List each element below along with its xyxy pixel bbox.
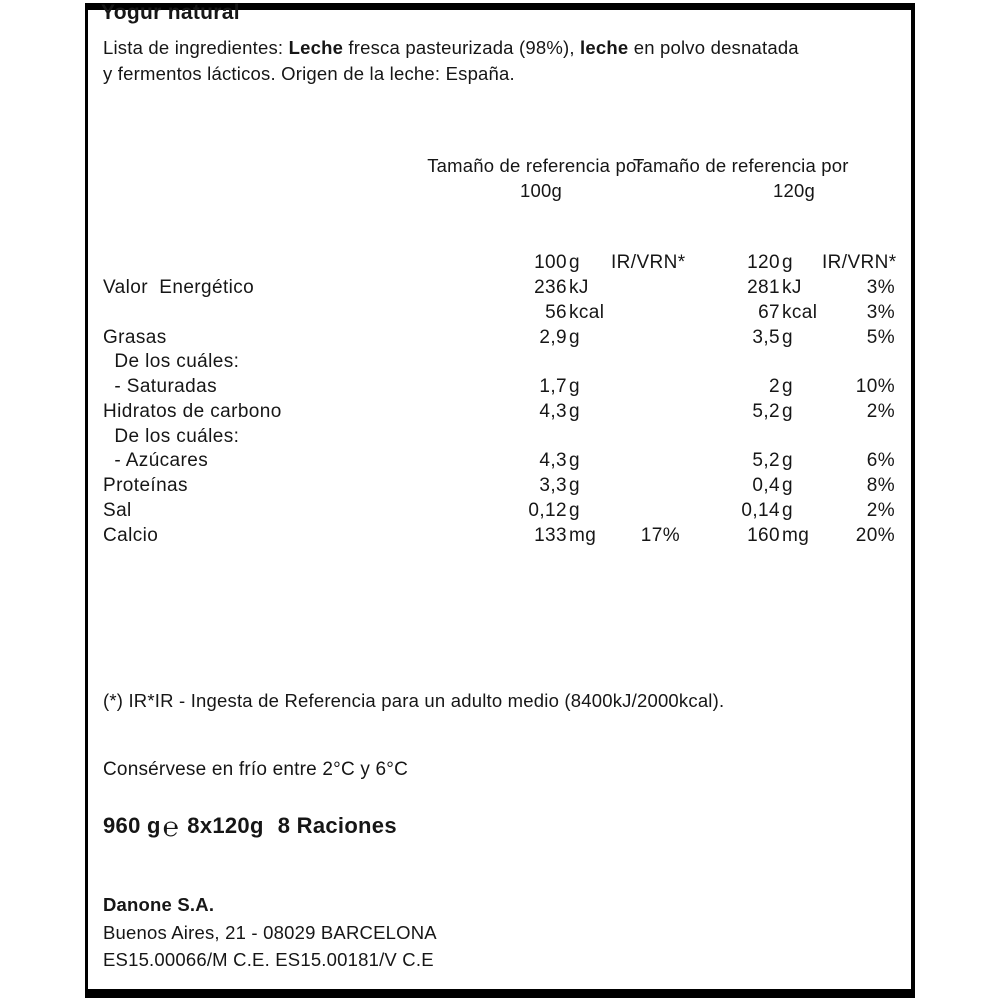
nutrition-row	[103, 301, 895, 326]
ir-120g-percent: 3%	[866, 301, 895, 323]
ir-120g-percent: 2%	[866, 499, 895, 521]
nutrition-row	[103, 350, 895, 375]
ir-100g-percent	[611, 474, 680, 499]
net-weight: 960 g	[103, 813, 161, 838]
nutrient-label	[103, 301, 483, 326]
ref-header-100g-size: 100g	[520, 179, 562, 201]
ir-120g-percent: 6%	[866, 450, 895, 472]
ir-100g-percent	[611, 326, 680, 351]
product-title: Yogur natural	[101, 1, 240, 24]
ir-120g-percent	[822, 350, 895, 375]
ingredients-label: Lista de ingredientes:	[103, 37, 289, 58]
ir-100g-percent	[611, 276, 680, 301]
value-120g-unit: g	[782, 376, 793, 397]
value-100g-number	[483, 350, 567, 375]
ref-header-100g-title: Tamaño de referencia por	[427, 155, 643, 176]
nutrient-label: Proteínas	[103, 475, 188, 496]
value-100g-unit	[567, 350, 611, 375]
ref-header-120g	[633, 154, 905, 203]
value-100g-unit: g	[569, 499, 580, 521]
ref-header-100g	[420, 154, 650, 203]
ir-100g-percent	[611, 301, 680, 326]
manufacturer-block	[103, 891, 437, 974]
value-120g-unit	[780, 425, 822, 450]
value-120g-unit: g	[782, 475, 793, 496]
value-120g-unit: g	[782, 400, 793, 422]
value-120g-unit: g	[782, 326, 793, 348]
ir-100g-percent	[611, 425, 680, 450]
ingredients-mid: fresca pasteurizada (98%),	[343, 37, 581, 58]
ir-100g-percent	[611, 499, 680, 524]
nutrition-row	[103, 425, 895, 450]
value-100g-unit: g	[569, 400, 580, 422]
servings-count: 8 Raciones	[277, 813, 397, 838]
manufacturer-name: Danone S.A.	[103, 894, 215, 915]
column-header-100g-unit: g	[569, 252, 580, 273]
value-100g-unit: g	[569, 450, 580, 472]
column-header-100g-num: 100	[534, 252, 567, 273]
ir-100g-percent	[611, 400, 680, 425]
column-header-120g-num: 120	[747, 252, 780, 273]
column-header-ir120: IR/VRN*	[822, 252, 897, 273]
ingredients-rest: en polvo desnatada y fermentos lácticos. Origen de la leche: España.	[103, 37, 799, 84]
value-100g-number: 236	[534, 277, 567, 298]
ir-120g-percent	[822, 425, 895, 450]
value-100g-unit: kJ	[569, 277, 589, 298]
value-120g-number: 67	[758, 301, 780, 323]
column-header-spacer	[103, 251, 483, 276]
manufacturer-address: Buenos Aires, 21 - 08029 BARCELONA	[103, 921, 437, 943]
value-120g-unit: g	[782, 450, 793, 472]
nutrient-label: Sal	[103, 499, 132, 521]
column-header-120g-unit: g	[782, 252, 793, 273]
value-120g-number: 281	[747, 277, 780, 298]
value-120g-number	[680, 425, 780, 450]
ingredient-milkpowder-bold: leche	[580, 37, 629, 58]
nutrient-label: - Saturadas	[103, 376, 217, 397]
estimated-sign: ℮	[162, 812, 180, 842]
value-100g-number: 4,3	[539, 400, 567, 422]
ref-header-120g-size: 120g	[773, 179, 815, 201]
value-100g-number: 4,3	[539, 450, 567, 472]
value-100g-unit: kcal	[569, 301, 605, 323]
nutrition-row	[103, 276, 895, 301]
value-100g-unit: g	[569, 376, 580, 397]
nutrition-row	[103, 524, 895, 549]
storage-instructions: Consérvese en frío entre 2°C y 6°C	[103, 759, 409, 780]
nutrient-label: - Azúcares	[103, 450, 209, 472]
ir-120g-percent: 20%	[855, 524, 895, 546]
value-120g-number: 160	[747, 524, 780, 546]
value-120g-number: 5,2	[752, 400, 780, 422]
value-100g-number: 56	[545, 301, 567, 323]
value-100g-unit: g	[569, 475, 580, 496]
manufacturer-registry: ES15.00066/M C.E. ES15.00181/V C.E	[103, 949, 434, 970]
value-120g-number: 0,4	[752, 475, 780, 496]
value-120g-number: 3,5	[752, 326, 780, 348]
nutrition-row	[103, 499, 895, 524]
nutrient-label: De los cuáles:	[103, 351, 240, 373]
ingredient-milk-bold: Leche	[288, 37, 344, 58]
nutrition-row	[103, 400, 895, 425]
nutrition-row	[103, 326, 895, 351]
value-100g-number: 2,9	[539, 326, 567, 348]
ir-120g-percent: 10%	[855, 376, 895, 397]
ir-100g-percent: 17%	[640, 524, 680, 546]
nutrient-label: Grasas	[103, 326, 167, 348]
value-100g-number: 0,12	[528, 499, 567, 521]
pack-size: 8x120g	[187, 813, 264, 838]
nutrition-rows	[103, 276, 895, 548]
column-header-row	[103, 251, 895, 276]
nutrient-label: De los cuáles:	[103, 425, 240, 447]
value-100g-unit: g	[569, 326, 580, 348]
value-100g-number: 1,7	[539, 376, 567, 397]
nutrition-row	[103, 449, 895, 474]
value-100g-number	[483, 425, 567, 450]
nutrition-row	[103, 474, 895, 499]
net-weight-line	[103, 812, 397, 843]
column-header-ir100: IR/VRN*	[611, 252, 686, 273]
value-120g-number: 0,14	[741, 499, 780, 521]
ingredients-text	[103, 35, 813, 87]
ir-120g-percent: 5%	[866, 326, 895, 348]
value-120g-unit: kJ	[782, 277, 802, 298]
value-120g-number: 2	[769, 376, 780, 397]
value-120g-unit: kcal	[782, 301, 818, 323]
ir-footnote: (*) IR*IR - Ingesta de Referencia para un adulto medio (8400kJ/2000kcal).	[103, 690, 725, 711]
ir-120g-percent: 3%	[866, 277, 895, 298]
ir-120g-percent: 8%	[866, 475, 895, 496]
ir-100g-percent	[611, 449, 680, 474]
value-100g-unit: mg	[569, 524, 597, 546]
value-120g-unit	[780, 350, 822, 375]
value-120g-unit: g	[782, 499, 793, 521]
ir-120g-percent: 2%	[866, 400, 895, 422]
value-100g-number: 3,3	[539, 475, 567, 496]
value-120g-number	[680, 350, 780, 375]
value-120g-unit: mg	[782, 524, 810, 546]
ir-100g-percent	[611, 375, 680, 400]
nutrient-label: Calcio	[103, 524, 159, 546]
value-120g-number: 5,2	[752, 450, 780, 472]
nutrient-label: Hidratos de carbono	[103, 400, 282, 422]
value-100g-unit	[567, 425, 611, 450]
ref-header-120g-title: Tamaño de referencia por	[633, 155, 849, 176]
value-100g-number: 133	[534, 524, 567, 546]
nutrition-row	[103, 375, 895, 400]
ir-100g-percent	[611, 350, 680, 375]
nutrient-label: Valor Energético	[103, 277, 255, 298]
